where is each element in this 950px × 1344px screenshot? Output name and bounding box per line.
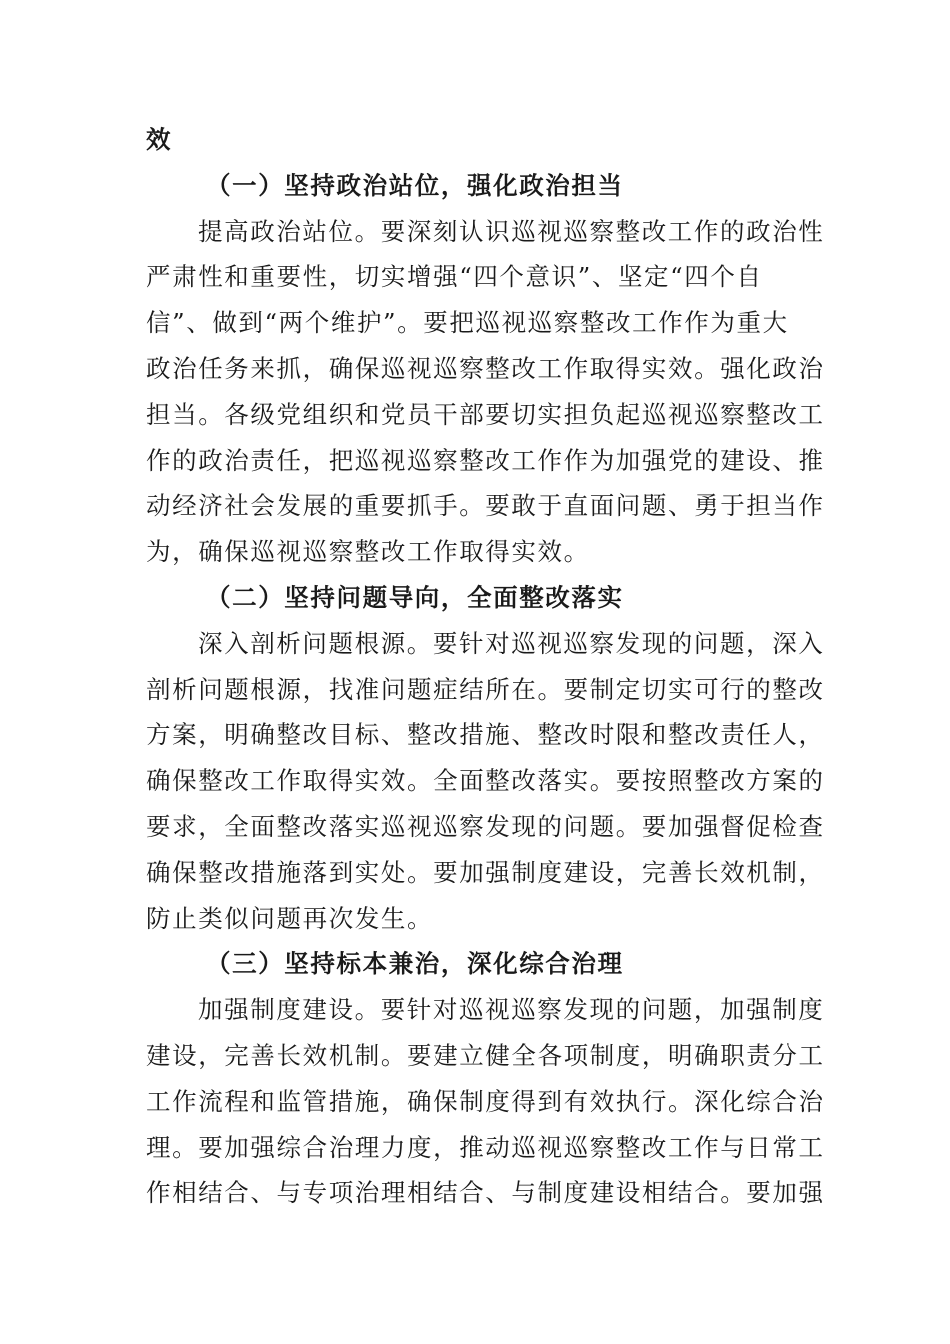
paragraph-line: 担当。各级党组织和党员干部要切实担负起巡视巡察整改工 <box>146 399 825 429</box>
paragraph-line: 剖析问题根源，找准问题症结所在。要制定切实可行的整改 <box>146 674 825 704</box>
paragraph-line: 作相结合、与专项治理相结合、与制度建设相结合。要加强 <box>146 1178 825 1208</box>
paragraph-line: 确保整改措施落到实处。要加强制度建设，完善长效机制， <box>146 857 825 887</box>
paragraph-line: 理。要加强综合治理力度，推动巡视巡察整改工作与日常工 <box>146 1132 825 1162</box>
paragraph-line: 政治任务来抓，确保巡视巡察整改工作取得实效。强化政治 <box>146 353 825 383</box>
paragraph-line: 方案，明确整改目标、整改措施、整改时限和整改责任人， <box>146 720 825 750</box>
section-heading-2: （二）坚持问题导向，全面整改落实 <box>206 582 624 612</box>
paragraph-line: 作的政治责任，把巡视巡察整改工作作为加强党的建设、推 <box>146 445 825 475</box>
paragraph-line: 工作流程和监管措施，确保制度得到有效执行。深化综合治 <box>146 1086 825 1116</box>
paragraph-line: 严肃性和重要性，切实增强“四个意识”、坚定“四个自 <box>146 262 763 292</box>
paragraph-line: 加强制度建设。要针对巡视巡察发现的问题，加强制度 <box>198 995 825 1025</box>
paragraph-line: 深入剖析问题根源。要针对巡视巡察发现的问题，深入 <box>198 628 825 658</box>
paragraph-line: 为，确保巡视巡察整改工作取得实效。 <box>146 537 590 567</box>
paragraph-line: 提高政治站位。要深刻认识巡视巡察整改工作的政治性 <box>198 216 825 246</box>
paragraph-line: 动经济社会发展的重要抓手。要敢于直面问题、勇于担当作 <box>146 491 825 521</box>
section-heading-3: （三）坚持标本兼治，深化综合治理 <box>206 949 624 979</box>
continuation-line: 效 <box>146 125 173 154</box>
document-body <box>146 117 825 1216</box>
paragraph-line: 确保整改工作取得实效。全面整改落实。要按照整改方案的 <box>146 766 825 796</box>
paragraph-line: 信”、做到“两个维护”。要把巡视巡察整改工作作为重大 <box>146 308 789 338</box>
section-heading-1: （一）坚持政治站位，强化政治担当 <box>206 170 624 200</box>
paragraph-line: 建设，完善长效机制。要建立健全各项制度，明确职责分工 <box>146 1040 825 1070</box>
paragraph-line: 防止类似问题再次发生。 <box>146 903 434 933</box>
paragraph-line: 要求，全面整改落实巡视巡察发现的问题。要加强督促检查 <box>146 811 825 841</box>
